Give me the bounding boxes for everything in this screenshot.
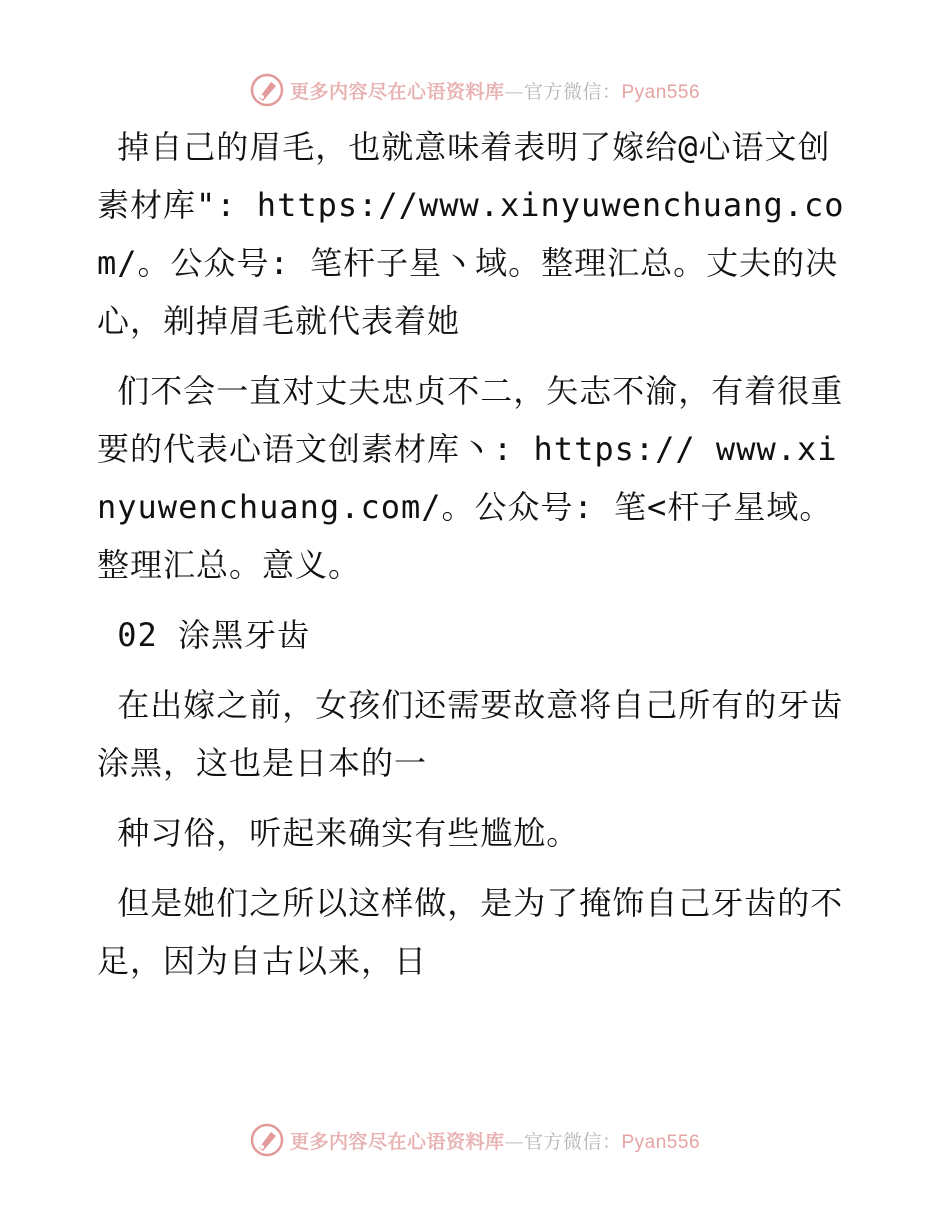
paragraph-5: 但是她们之所以这样做，是为了掩饰自己牙齿的不足，因为自古以来，日 (97, 884, 844, 980)
section-heading: 02 涂黑牙齿 (97, 616, 311, 654)
header-label: 官方微信： (523, 80, 622, 103)
pen-nib-logo-icon (250, 1123, 284, 1157)
pen-nib-logo-icon (250, 73, 284, 107)
paragraph-4: 种习俗，听起来确实有些尴尬。 (97, 814, 580, 852)
footer-separator: — (504, 1130, 524, 1153)
document-body (97, 118, 857, 1002)
paragraph-2: 们不会一直对丈夫忠贞不二，矢志不渝，有着很重要的代表心语文创素材库丶: https:// www.xinyuwenchuang.com/。公众号: 笔<杆子星域。整理汇总。意义。 (97, 372, 844, 584)
footer-banner (0, 1120, 950, 1160)
header-banner-text (290, 77, 700, 104)
header-handle: Pyan556 (621, 81, 701, 103)
footer-label: 官方微信： (523, 1130, 622, 1153)
footer-handle: Pyan556 (621, 1131, 701, 1153)
header-brand: 更多内容尽在心语资料库 (289, 80, 505, 103)
footer-banner-text (290, 1127, 700, 1154)
header-separator: — (504, 80, 524, 103)
paragraph-3: 在出嫁之前，女孩们还需要故意将自己所有的牙齿涂黑，这也是日本的一 (97, 686, 844, 782)
header-banner (0, 70, 950, 110)
footer-brand: 更多内容尽在心语资料库 (289, 1130, 505, 1153)
paragraph-1: 掉自己的眉毛，也就意味着表明了嫁给@心语文创素材库": https://www.xinyuwenchuang.com/。公众号: 笔杆子星丶域。整理汇总。丈夫的决心，剃掉眉毛就代表着她 (97, 128, 845, 340)
